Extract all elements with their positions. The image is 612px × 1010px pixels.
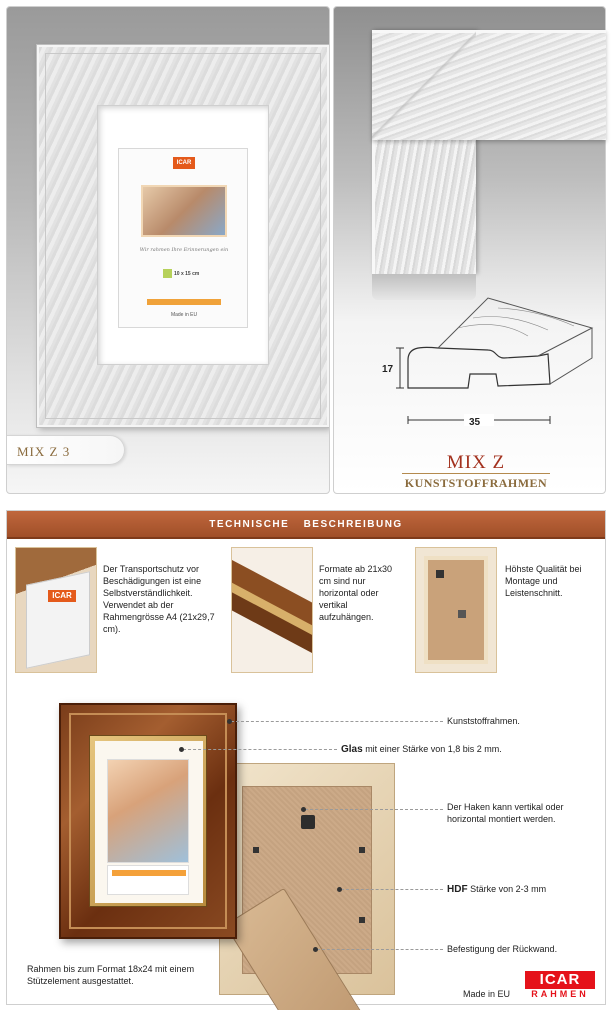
height-label: 17 (382, 364, 394, 375)
callout-line-hook (305, 809, 443, 810)
feature-text-transport: Der Transportschutz vor Beschädigungen ist eine Selbstverständlichkeit. Verwendet ab der Rahmengrösse A4 (21x29,7 cm). (103, 564, 215, 634)
frame-model-tab (7, 435, 125, 465)
back-board-thumb (424, 556, 488, 664)
hook-thumb (436, 570, 444, 578)
profile-cross-section (408, 347, 550, 388)
corner-protector (26, 571, 90, 669)
insert-size-label: 10 x 15 cm (174, 270, 200, 277)
callout-dot (179, 747, 184, 752)
callout-line-frame (231, 721, 443, 722)
icar-logo-name: ICAR (525, 971, 595, 989)
width-label: 35 (469, 417, 481, 428)
series-divider (402, 473, 550, 474)
frame-front-view-panel (6, 6, 330, 494)
callout-dot (313, 947, 318, 952)
back-clip (253, 847, 259, 853)
callout-stand: Rahmen bis zum Format 18x24 mit einem Stützelement ausgestattet. (27, 964, 195, 986)
wooden-frame-front (59, 703, 237, 939)
product-hero (0, 0, 612, 500)
frame-insert-card (118, 148, 248, 328)
icar-logo (525, 971, 595, 1001)
insert-photo (141, 185, 227, 237)
couple-photo (107, 759, 189, 863)
feature-text-quality: Höhste Qualität bei Montage und Leistenschnitt. (505, 564, 582, 598)
callout-hook: Der Haken kann vertikal oder horizontal montiert werden. (447, 802, 564, 824)
technical-description-panel (6, 510, 606, 1005)
profile-corner-image (372, 30, 606, 300)
feature-text-formats: Formate ab 21x30 cm sind nur horizontal oder vertikal aufzuhängen. (319, 564, 393, 622)
hdf-back-board (242, 786, 372, 974)
icar-logo-sub: RAHMEN (531, 989, 589, 999)
callout-line-glass (183, 749, 337, 750)
callout-line-hdf (341, 889, 443, 890)
frame-passepartout (97, 105, 269, 365)
frame-back-view (219, 763, 395, 995)
insert-made-in: Made in EU (170, 312, 198, 318)
series-subtitle: KUNSTSTOFFRAHMEN (404, 476, 548, 490)
clip-thumb (458, 610, 466, 618)
section-title: TECHNISCHE BESCHREIBUNG (209, 519, 403, 530)
profile-texture-lines (458, 308, 574, 336)
insert-size (163, 265, 203, 275)
callout-dot (337, 887, 342, 892)
callout-line-fastening (317, 949, 443, 950)
back-clip (359, 917, 365, 923)
front-mat (95, 741, 203, 903)
frame-model-label: MIX Z 3 (17, 444, 71, 459)
insert-logo: ICAR (173, 157, 195, 169)
frame-back-detail-image (415, 547, 497, 673)
frame-corner-detail-image (231, 547, 313, 673)
callout-glass (341, 743, 502, 756)
callout-hdf-bold: HDF (447, 884, 468, 895)
callout-glass-bold: Glas (341, 744, 363, 755)
profile-miter (372, 30, 476, 140)
back-clip (359, 847, 365, 853)
profile-side-edge (550, 328, 592, 384)
transport-protection-image (15, 547, 97, 673)
series-title: MIX Z (446, 452, 506, 473)
callout-frame: Kunststoffrahmen. (447, 716, 520, 726)
hanger-hook (301, 815, 315, 829)
callout-dot (301, 807, 306, 812)
callout-hdf (447, 883, 546, 896)
made-in-eu: Made in EU (463, 989, 511, 999)
insert-orange-bar (147, 299, 221, 305)
callout-hdf-text: Stärke von 2-3 mm (467, 884, 547, 894)
silver-frame-image (37, 45, 329, 427)
protector-logo: ICAR (48, 590, 76, 602)
front-label-card (107, 865, 189, 895)
section-header (7, 511, 605, 539)
callout-fastening: Befestigung der Rückwand. (447, 944, 558, 954)
gold-inner-frame (89, 735, 207, 907)
callout-dot (227, 719, 232, 724)
profile-sketch (378, 288, 604, 438)
insert-script-text: Wir rahmen Ihre Erinnerungen ein (139, 247, 229, 253)
callout-glass-text: mit einer Stärke von 1,8 bis 2 mm. (362, 744, 502, 754)
